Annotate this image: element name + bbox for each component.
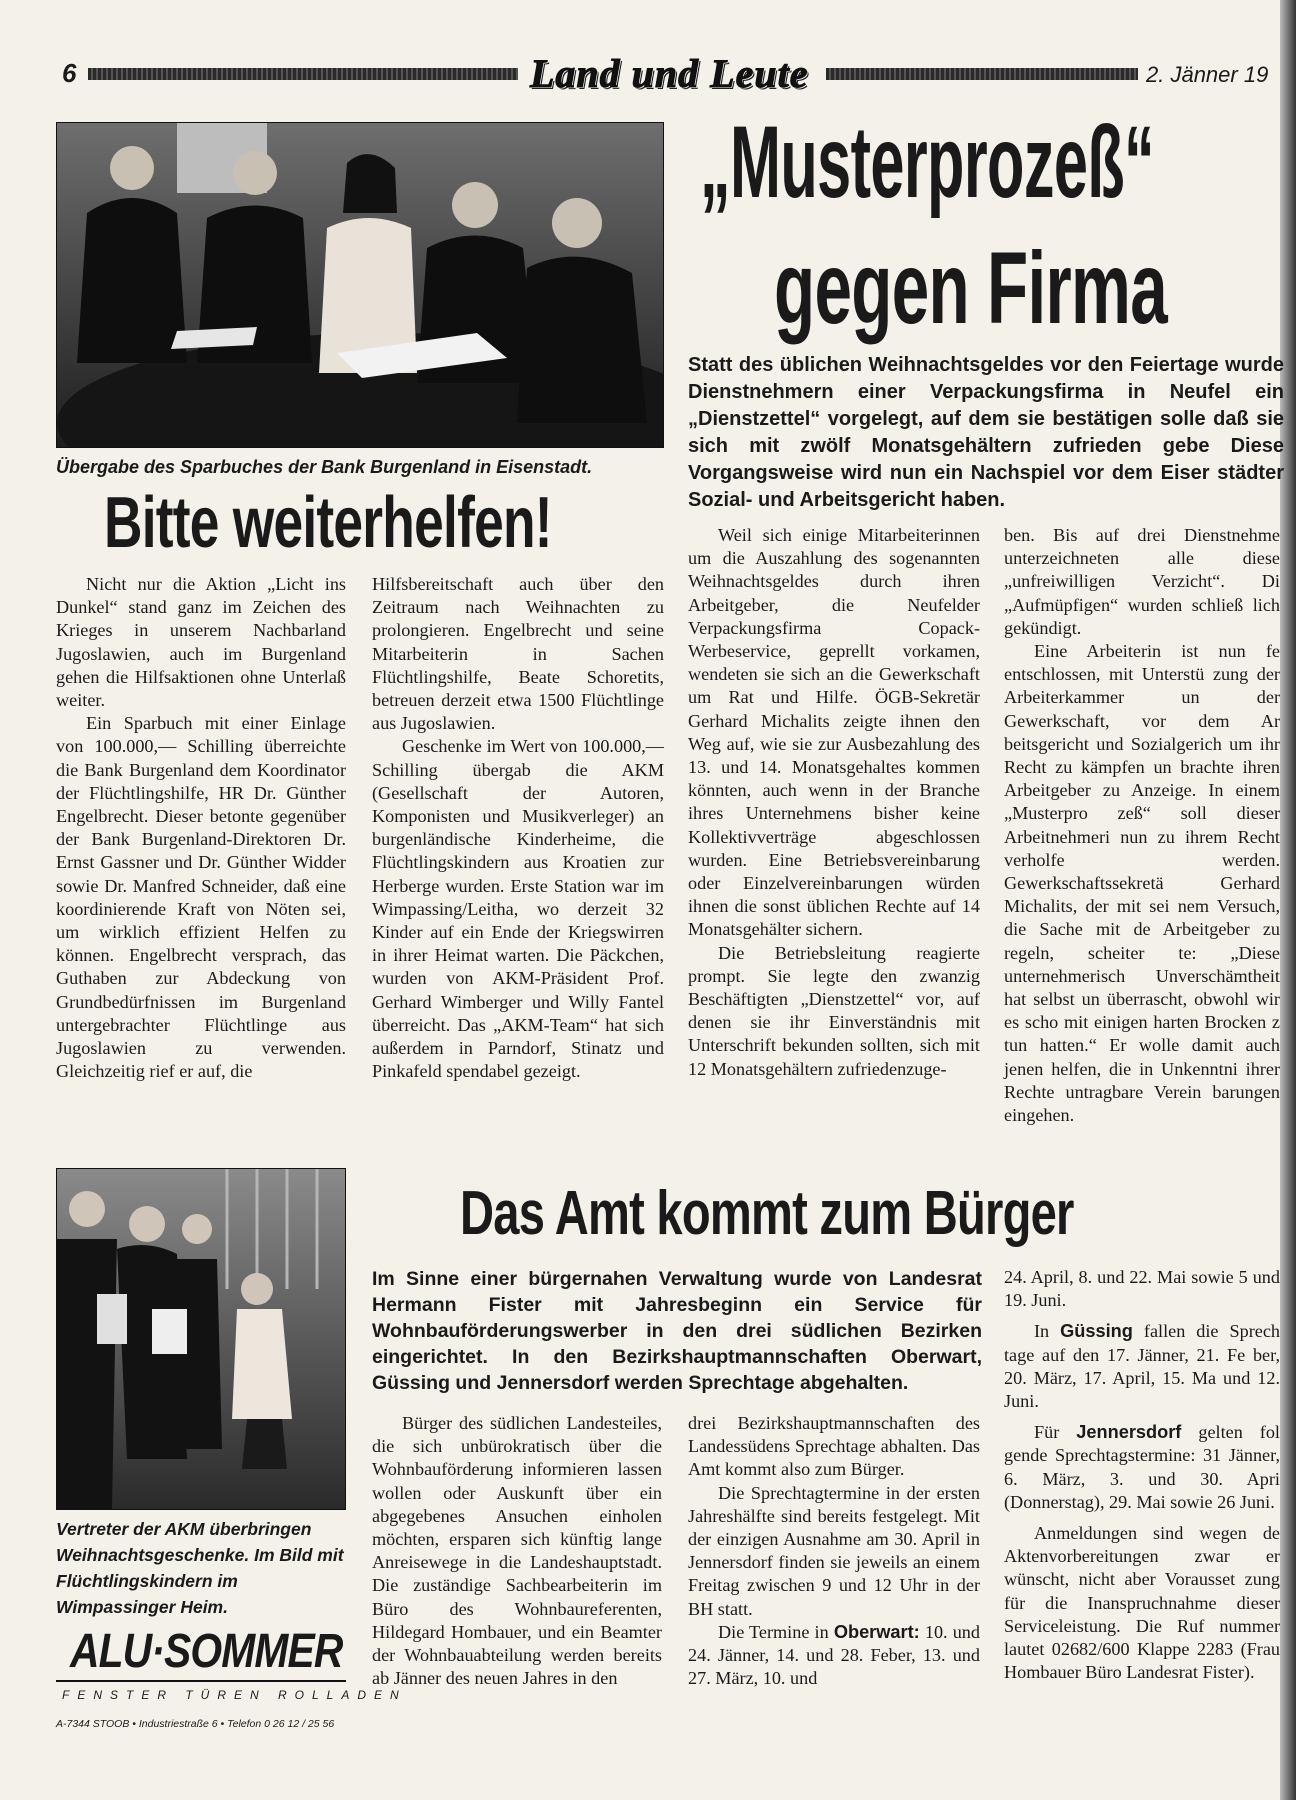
- article3-col3-para1: 24. April, 8. und 22. Mai sowie 5 und 19. Juni.: [1004, 1267, 1280, 1311]
- article1-column1: [56, 573, 346, 1083]
- photo-caption-akm: Vertreter der AKM überbringen Weihnachtsgeschenke. Im Bild mit Flüchtlingskindern im Wimpassinger Heim.: [56, 1519, 344, 1617]
- page-edge-shadow: [1280, 0, 1296, 1800]
- ad-address: A-7344 STOOB • Industriestraße 6 • Telefon 0 26 12 / 25 56: [56, 1718, 335, 1730]
- photo-akm-gifts: [56, 1168, 346, 1510]
- oberwart-label: Oberwart:: [833, 1621, 920, 1642]
- article2-column2: [1004, 524, 1280, 1127]
- article3-col2-para2: Die Sprechtagtermine in der ersten Jahreshälfte sind bereits festgelegt. Mit der einzigen Ausnahme am 30. April in Jennersdorf finden sie jeweils an einem Freitag zwischen 9 und 12 Uhr in der BH statt.: [688, 1482, 980, 1619]
- article2-col1-para1: Weil sich einige Mitarbeiterinnen um die Auszahlung des sogenannten Weihnachtsgeldes durch ihren Arbeitgeber, die Neufelder Verpackungsfirma Copack-Werbeservice, geprellt vorkamen, wendeten sie sich an die Gewerkschaft um Rat und Hilfe. ÖGB-Sekretär Gerhard Michalits zeigte ihnen den Weg auf, wie sie zur Ausbezahlung des 13. und 14. Monatsgehaltes kommen könnten, auch wenn in der Branche ihres Unternehmens bisher keine Kollektivverträge abgeschlossen wurden. Eine Betriebsvereinbarung oder Einzelvereinbarungen würden ihnen die sonst üblichen Rechte auf 14 Monatsgehälter sichern.: [688, 525, 980, 940]
- article1-col1-para1: Nicht nur die Aktion „Licht ins Dunkel“ stand ganz im Zeichen des Krieges in unserem Nachbarland Jugoslawien, auch im Burgenland gehen die Hilfsaktionen ohne Unterlaß weiter.: [56, 574, 346, 711]
- headline-bitte-weiterhelfen: Bitte weiterhelfen!: [104, 483, 552, 563]
- oberwart-pre: Die Termine in: [718, 1621, 834, 1642]
- headline-musterprozess: „Musterprozeß“: [700, 105, 1155, 219]
- headline-gegen-firma: gegen Firma: [774, 231, 1168, 345]
- guessing-label: Güssing: [1060, 1321, 1133, 1342]
- article3-col3-para4: Anmeldungen sind wegen de Aktenvorbereitungen zwar er wünscht, nicht aber Vorausset zung für die Inanspruchnahme dieser Serviceleistung. Die Ruf nummer lautet 02682/600 Klappe 2283 (Frau Hombauer Büro Landesrat Fister).: [1004, 1523, 1280, 1683]
- masthead-logo: Land und Leute: [530, 51, 809, 96]
- photo-bank-handover-illustration: [57, 123, 663, 447]
- article3-col3-para3: [1004, 1421, 1280, 1514]
- header-rule-right: [826, 68, 1138, 80]
- article3-column2: [688, 1412, 980, 1690]
- jennersdorf-pre: Für: [1034, 1422, 1077, 1443]
- guessing-pre: In: [1034, 1321, 1061, 1342]
- headline-das-amt: Das Amt kommt zum Bürger: [460, 1179, 1074, 1248]
- oberwart-dates: 10. und 24. Jänner, 14. und 28. Feber, 13. und 27. März, 10. und: [688, 1621, 980, 1689]
- ad-alu-sommer: [56, 1624, 407, 1734]
- article3-col1-para1: Bürger des südlichen Landesteiles, die sich unbürokratisch über die Wohnbauförderung informieren lassen wollen oder Auskunft über ein abgegebenes Ansuchen einholen möchten, ersparen sich künftig lange Anreisewege in die Landeshauptstadt. Die zuständige Sachbearbeiterin im Büro des Wohnbaureferenten, Hildegard Hombauer, und ein Beamter der Wohnbauabteilung werden bereits ab Jänner des neuen Jahres in den: [372, 1413, 662, 1689]
- guessing-dates: fallen die Sprech tage auf den 17. Jänner, 21. Fe ber, 20. März, 17. April, 15. Ma und 12. Juni.: [1004, 1321, 1280, 1412]
- jennersdorf-label: Jennersdorf: [1076, 1422, 1182, 1443]
- photo-akm-gifts-illustration: [57, 1169, 345, 1509]
- photo-bank-handover: [56, 122, 664, 448]
- article3-column1: [372, 1412, 662, 1690]
- article3-column3: [1004, 1266, 1280, 1684]
- issue-date: 2. Jänner 19: [1146, 62, 1269, 87]
- ad-brand: ALU·SOMMER: [70, 1625, 343, 1678]
- jennersdorf-dates: gelten fol gende Sprechtagstermine: 31 Jänner, 6. März, 3. und 30. Apri (Donnerstag), 29. Mai sowie 26 Juni.: [1004, 1422, 1280, 1512]
- article2-lead: Statt des üblichen Weihnachtsgeldes vor den Feiertage wurde Dienstnehmern einer Verpackungsfirma in Neufel ein „Dienstzettel“ vorgelegt, auf dem sie bestätigen solle daß sie sich mit zwölf Monatsgehältern zufrieden gebe Diese Vorgangsweise wird nun ein Nachspiel vor dem Eiser städter Sozial- und Arbeitsgericht haben.: [688, 354, 1284, 511]
- article2-col2-para2: Eine Arbeiterin ist nun fe entschlossen, mit Unterstü zung der Arbeiterkammer un der Gewerkschaft, vor dem Ar beitsgericht und Sozialgerich um ihr Recht zu kämpfen un brachte ihren Arbeitgeber zu Anzeige. In einem „Musterpro zeß“ soll dieser Arbeitnehmeri nun zu ihrem Recht verholfe werden. Gewerkschaftssekretä Gerhard Michalits, der mit sei nem Versuch, die Sache mit de Arbeitgeber zu regeln, scheiter te: „Diese unternehmerisch Unverschämtheit hat selbst un überrascht, obwohl wir es scho mit einigen harten Brocken z tun hatten.“ Er wolle damit auch jenen helfen, die in Unkenntni ihrer Rechte untragbare Verein barungen eingehen.: [1004, 641, 1280, 1126]
- article1-col2-para2: Geschenke im Wert von 100.000,— Schilling übergab die AKM (Gesellschaft der Autoren, Komponisten und Musikverleger) an burgenländische Kinderheime, die Flüchtlingskindern aus Kroatien zur Herberge wurden. Erste Station war im Wimpassing/Leitha, wo derzeit 32 Kinder auf ein Ende der Kriegswirren in ihrer Heimat warten. Die Päckchen, wurden von AKM-Präsident Prof. Gerhard Wimberger und Willy Fantel überreicht. Das „AKM-Team“ hat sich außerdem in Parndorf, Stinatz und Pinkafeld spendabel gezeigt.: [372, 736, 664, 1082]
- article2-col2-para1: ben. Bis auf drei Dienstnehme unterzeichneten alle diese „unfreiwilligen Verzicht“. Di „Aufmüpfigen“ wurden schließ lich gekündigt.: [1004, 525, 1280, 638]
- ad-divider: [56, 1680, 346, 1682]
- article3-lead: Im Sinne einer bürgernahen Verwaltung wurde von Landesrat Hermann Fister mit Jahresbeginn ein Service für Wohnbauförderungswerber in den drei südlichen Bezirken eingerichtet. In den Bezirkshauptmannschaften Oberwart, Güssing und Jennersdorf werden Sprechtage abgehalten.: [372, 1268, 982, 1394]
- ad-tagline: FENSTER TÜREN ROLLADEN: [62, 1688, 407, 1702]
- article3-col2-para3: [688, 1621, 980, 1691]
- header-rule-left: [88, 68, 518, 80]
- page-number: 6: [62, 58, 77, 88]
- article1-col1-para2: Ein Sparbuch mit einer Einlage von 100.000,— Schilling überreichte die Bank Burgenland dem Koordinator der Flüchtlingshilfe, HR Dr. Günther Engelbrecht. Dieser betonte gegenüber der Bank Burgenland-Direktoren Dr. Ernst Gassner und Dr. Günther Widder sowie Dr. Manfred Schneider, daß eine koordinierende Kraft von Nöten sei, um wirklich effizient Helfen zu können. Engelbrecht versprach, das Guthaben zur Abdeckung von Grundbedürfnissen im Burgenland untergebrachter Flüchtlinge aus Jugoslawien zu verwenden. Gleichzeitig rief er auf, die: [56, 713, 346, 1082]
- article2-column1: [688, 524, 980, 1081]
- article3-col2-para1: drei Bezirkshauptmannschaften des Landessüdens Sprechtage abhalten. Das Amt kommt also zum Bürger.: [688, 1413, 980, 1480]
- article3-col3-para2: [1004, 1320, 1280, 1413]
- article1-column2: [372, 573, 664, 1083]
- photo-caption-bank: Übergabe des Sparbuches der Bank Burgenland in Eisenstadt.: [56, 457, 593, 477]
- article1-col2-para1: Hilfsbereitschaft auch über den Zeitraum nach Weihnachten zu prolongieren. Engelbrecht und seine Mitarbeiterin in Sachen Flüchtlingshilfe, Beate Schoretits, betreuen derzeit etwa 1500 Flüchtlinge aus Jugoslawien.: [372, 574, 664, 734]
- article2-col1-para2: Die Betriebsleitung reagierte prompt. Sie legte den zwanzig Beschäftigten „Dienstzettel“ vor, auf denen sie ihr Einverständnis mit Unterschrift bekunden sollten, sich mit 12 Monatsgehältern zufriedenzuge-: [688, 942, 980, 1079]
